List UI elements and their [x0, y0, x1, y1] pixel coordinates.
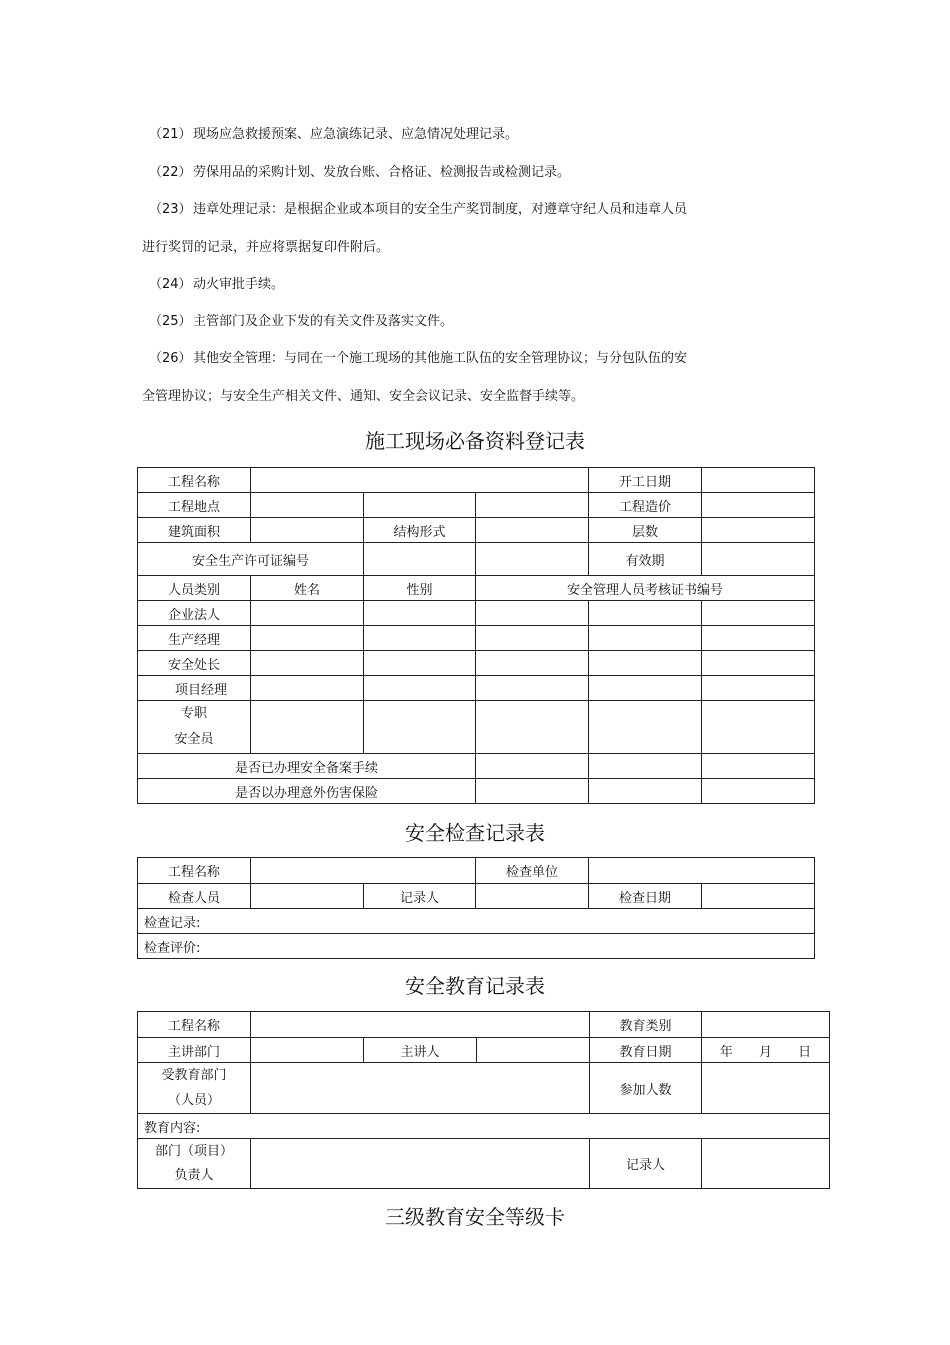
inspection-unit-field [589, 858, 815, 884]
location-field-1 [251, 493, 364, 518]
label-trainee-dept: 受教育部门 （人员） [138, 1063, 251, 1114]
label-project-name: 工程名称 [138, 468, 251, 493]
paragraph-25: （25）主管部门及企业下发的有关文件及落实文件。 [149, 314, 454, 329]
label-participants: 参加人数 [590, 1063, 702, 1114]
safety-inspection-table [137, 857, 815, 959]
start-date-field [702, 468, 815, 493]
recorder-field [476, 884, 589, 909]
header-name: 姓名 [251, 576, 364, 601]
label-project-name: 工程名称 [138, 1012, 251, 1038]
dept-head-field [251, 1139, 590, 1189]
role-legal-rep: 企业法人 [138, 601, 251, 626]
label-education-type: 教育类别 [590, 1012, 702, 1038]
education-type-field [702, 1012, 830, 1038]
inspection-evaluation: 检查评价: [138, 934, 815, 959]
inspection-record: 检查记录: [138, 909, 815, 934]
participants-field [702, 1063, 830, 1114]
label-lecture-dept: 主讲部门 [138, 1038, 251, 1063]
project-name-field [251, 858, 476, 884]
label-validity-period: 有效期 [589, 543, 702, 576]
label-recorder: 记录人 [364, 884, 476, 909]
label-structure-type: 结构形式 [364, 518, 476, 543]
label-project-location: 工程地点 [138, 493, 251, 518]
recorder-field [702, 1139, 830, 1189]
license-field-1 [364, 543, 476, 576]
insurance-question: 是否以办理意外伤害保险 [138, 779, 476, 804]
lecturer-field [477, 1038, 590, 1063]
role-production-manager: 生产经理 [138, 626, 251, 651]
header-cert-no: 安全管理人员考核证书编号 [476, 576, 815, 601]
label-floors: 层数 [589, 518, 702, 543]
paragraph-26: （26）其他安全管理：与同在一个施工现场的其他施工队伍的安全管理协议；与分包队伍的安 [149, 351, 688, 366]
education-date-field: 年 月 日 [702, 1038, 830, 1063]
location-field-2 [364, 493, 476, 518]
label-start-date: 开工日期 [589, 468, 702, 493]
project-name-field [251, 468, 589, 493]
role-safety-chief: 安全处长 [138, 651, 251, 676]
floors-field [702, 518, 815, 543]
site-records-table [137, 467, 815, 804]
structure-type-field [476, 518, 589, 543]
paragraph-24: （24）动火审批手续。 [149, 277, 285, 292]
building-area-field [251, 518, 364, 543]
paragraph-23: （23）违章处理记录：是根据企业或本项目的安全生产奖罚制度，对遵章守纪人员和违章人员 [149, 202, 688, 217]
table2-title: 安全检查记录表 [405, 821, 545, 845]
education-content: 教育内容: [138, 1114, 830, 1139]
label-building-area: 建筑面积 [138, 518, 251, 543]
paragraph-22: （22）劳保用品的采购计划、发放台账、合格证、检测报告或检测记录。 [149, 165, 571, 180]
trainee-dept-field [251, 1063, 590, 1114]
license-field-2 [476, 543, 589, 576]
validity-field [702, 543, 815, 576]
paragraph-26-cont: 全管理协议；与安全生产相关文件、通知、安全会议记录、安全监督手续等。 [142, 389, 585, 404]
label-inspection-date: 检查日期 [589, 884, 702, 909]
label-inspection-unit: 检查单位 [476, 858, 589, 884]
label-project-cost: 工程造价 [589, 493, 702, 518]
label-project-name: 工程名称 [138, 858, 251, 884]
header-personnel-type: 人员类别 [138, 576, 251, 601]
label-recorder: 记录人 [590, 1139, 702, 1189]
label-dept-head: 部门（项目） 负责人 [138, 1139, 251, 1189]
label-inspector: 检查人员 [138, 884, 251, 909]
project-cost-field [702, 493, 815, 518]
lecture-dept-field [251, 1038, 364, 1063]
inspector-field [251, 884, 364, 909]
location-field-3 [476, 493, 589, 518]
filing-question: 是否已办理安全备案手续 [138, 754, 476, 779]
header-gender: 性别 [364, 576, 476, 601]
paragraph-21: （21）现场应急救援预案、应急演练记录、应急情况处理记录。 [149, 127, 519, 142]
table3-title: 安全教育记录表 [405, 974, 545, 998]
project-name-field [251, 1012, 590, 1038]
label-safety-license-no: 安全生产许可证编号 [138, 543, 364, 576]
label-education-date: 教育日期 [590, 1038, 702, 1063]
role-fulltime-safety-officer: 专职 安全员 [138, 701, 251, 754]
paragraph-23-cont: 进行奖罚的记录，并应将票据复印件附后。 [142, 240, 390, 255]
safety-education-table [137, 1011, 830, 1189]
role-project-manager: 项目经理 [138, 676, 251, 701]
label-lecturer: 主讲人 [364, 1038, 477, 1063]
inspection-date-field [702, 884, 815, 909]
next-section-title: 三级教育安全等级卡 [385, 1205, 565, 1229]
table1-title: 施工现场必备资料登记表 [365, 429, 585, 453]
